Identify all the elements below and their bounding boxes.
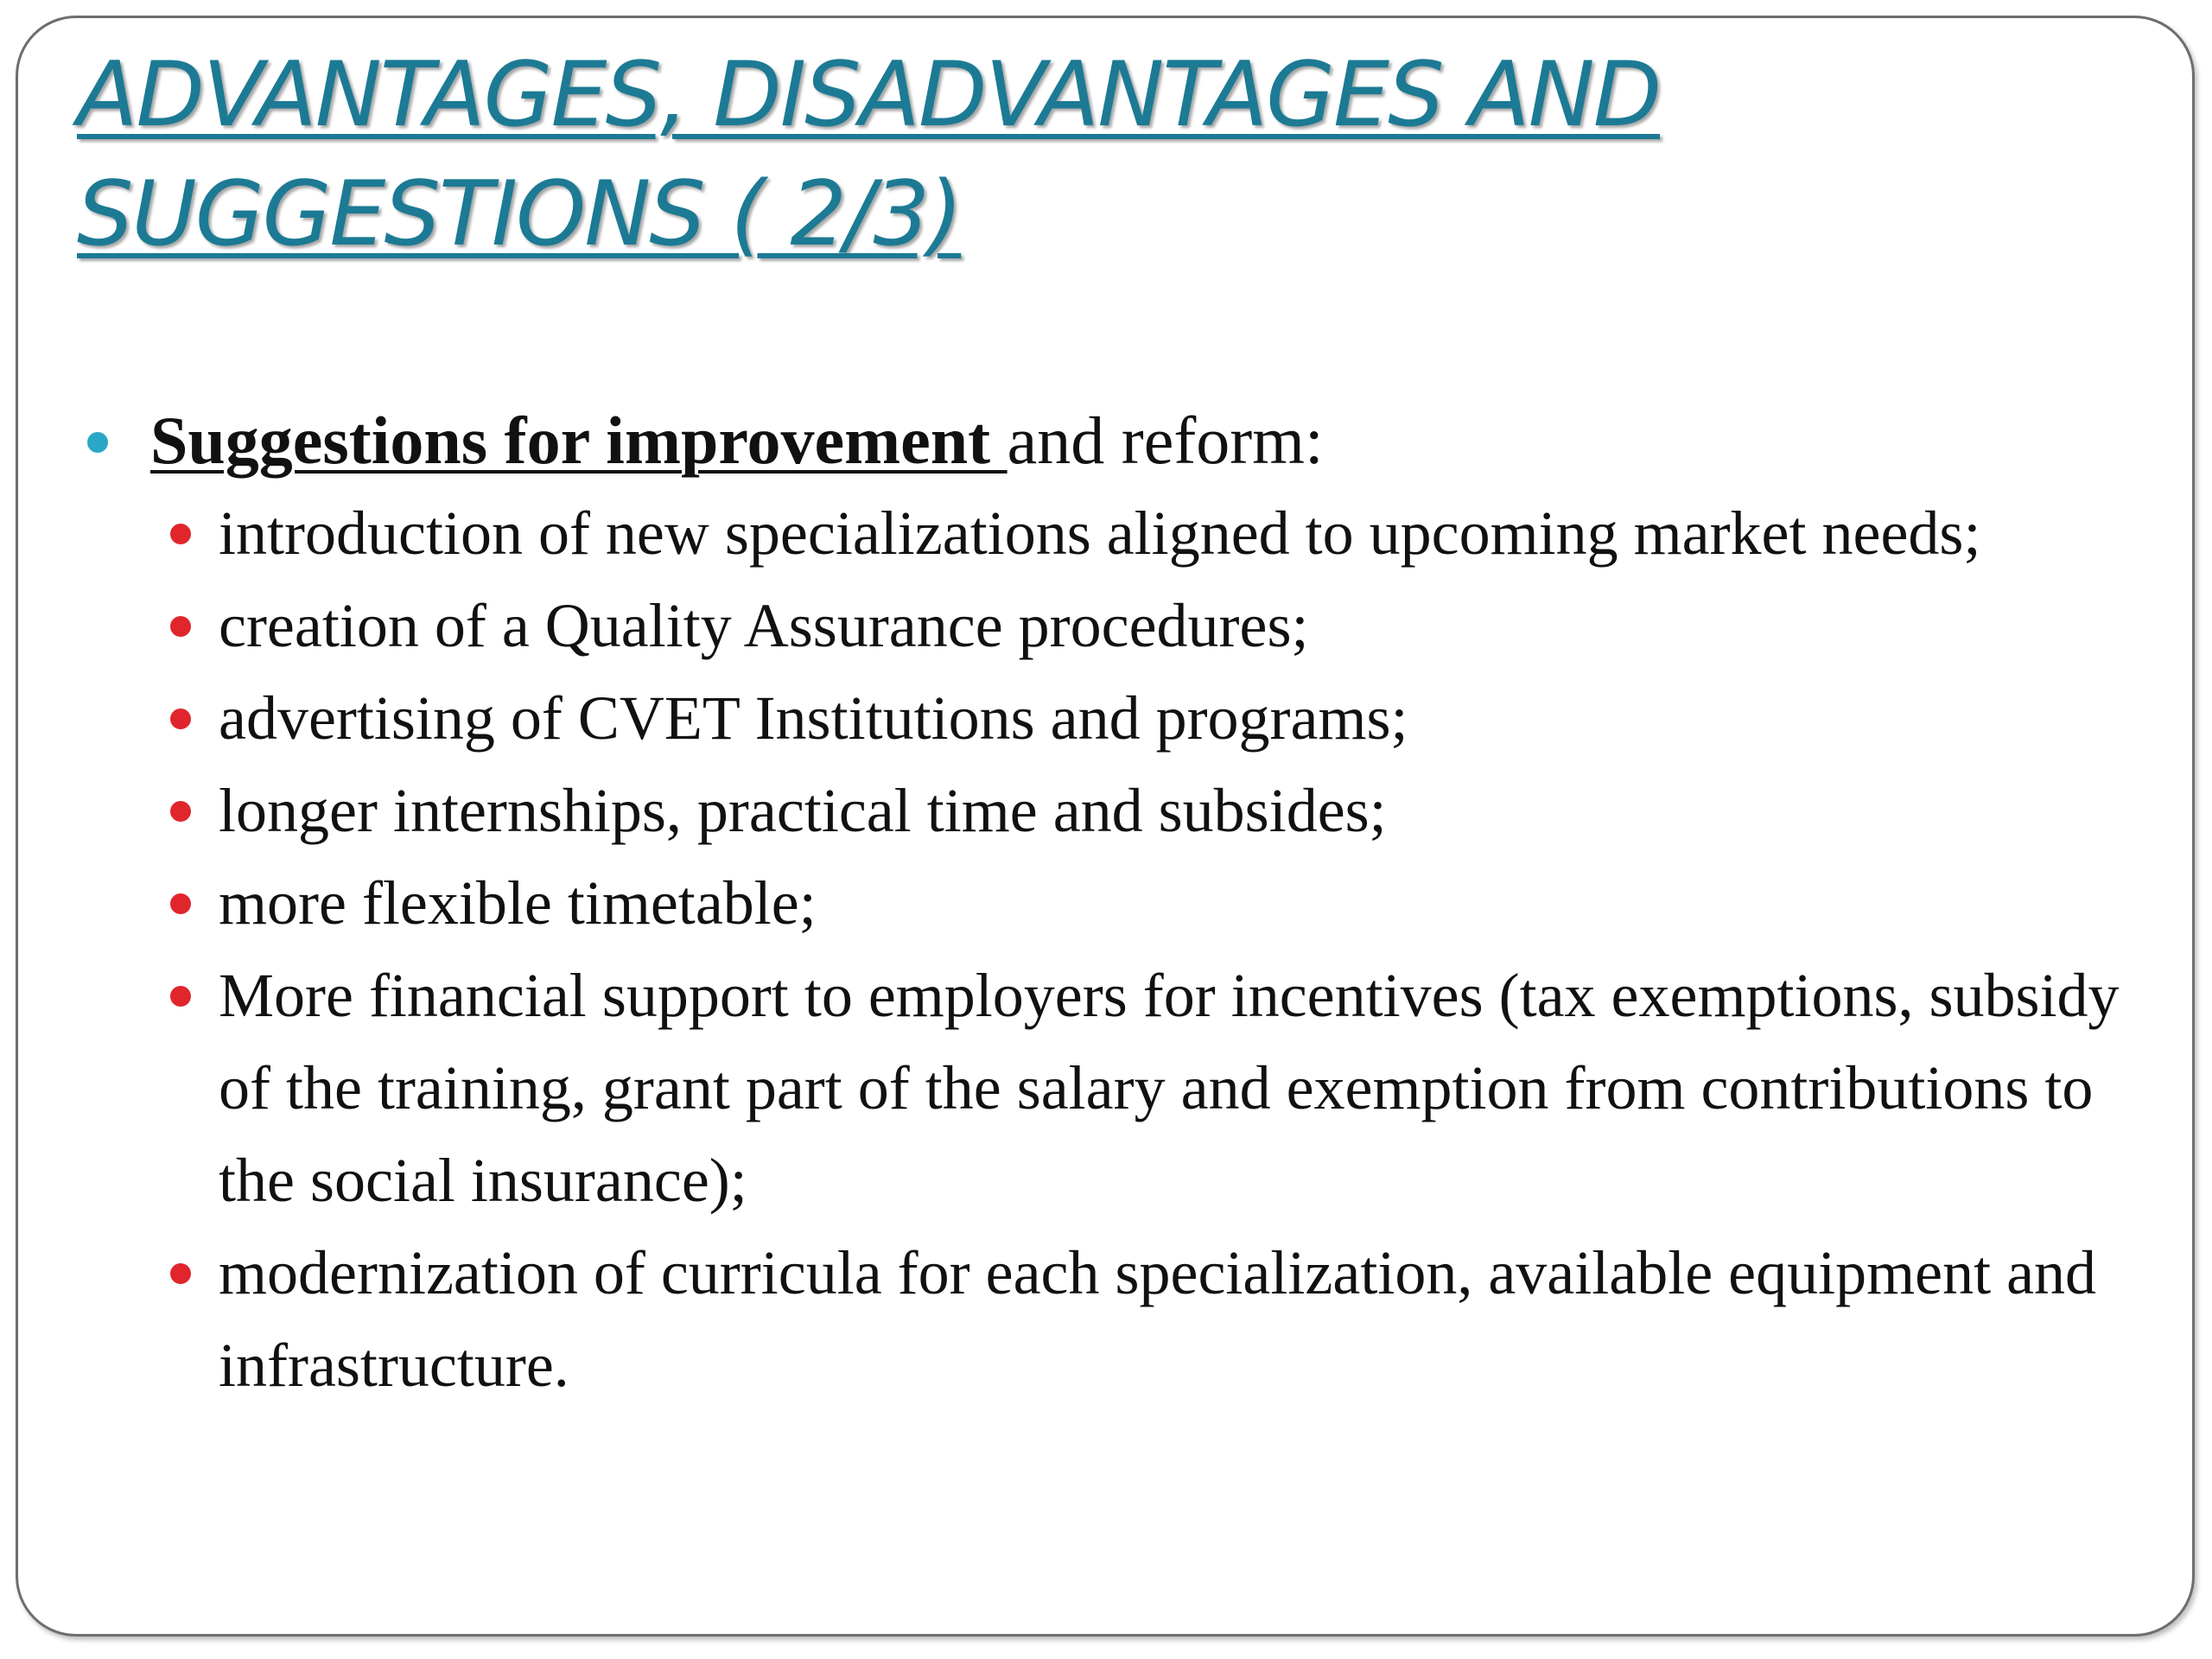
red-bullet-icon <box>170 1263 191 1284</box>
red-bullet-icon <box>170 709 191 729</box>
red-bullet-icon <box>170 893 191 914</box>
slide-title: ADVANTAGES, DISADVANTAGES AND SUGGESTIONS ( 2/3) <box>77 43 1661 266</box>
red-bullet-icon <box>170 524 191 544</box>
suggestion-list <box>77 487 2151 1412</box>
list-item <box>77 580 2151 672</box>
main-point-lead: Suggestions for improvement <box>150 403 1007 478</box>
red-bullet-icon <box>170 616 191 637</box>
list-item-text: advertising of CVET Institutions and programs; <box>219 683 1408 753</box>
list-item <box>77 487 2151 580</box>
red-bullet-icon <box>170 801 191 822</box>
red-bullet-icon <box>170 986 191 1007</box>
list-item <box>77 765 2151 857</box>
list-item <box>77 672 2151 765</box>
list-item-text: creation of a Quality Assurance procedures; <box>219 591 1309 660</box>
list-item-text: More financial support to employers for incentives (tax exemptions, subsidy of the training, grant part of the salary and exemption from contributions to the social insurance); <box>219 961 2120 1215</box>
main-bullet-point <box>77 394 2151 487</box>
teal-bullet-icon <box>87 432 108 453</box>
list-item-text: more flexible timetable; <box>219 868 817 938</box>
slide-body <box>77 394 2151 1412</box>
list-item <box>77 950 2151 1227</box>
list-item-text: introduction of new specializations aligned to upcoming market needs; <box>219 499 1981 568</box>
list-item <box>77 857 2151 950</box>
list-item <box>77 1227 2151 1412</box>
list-item-text: longer internships, practical time and subsides; <box>219 776 1387 845</box>
slide-frame <box>16 16 2195 1637</box>
list-item-text: modernization of curricula for each specialization, available equipment and infrastructure. <box>219 1238 2097 1400</box>
main-point-rest: and reform: <box>1007 403 1324 478</box>
